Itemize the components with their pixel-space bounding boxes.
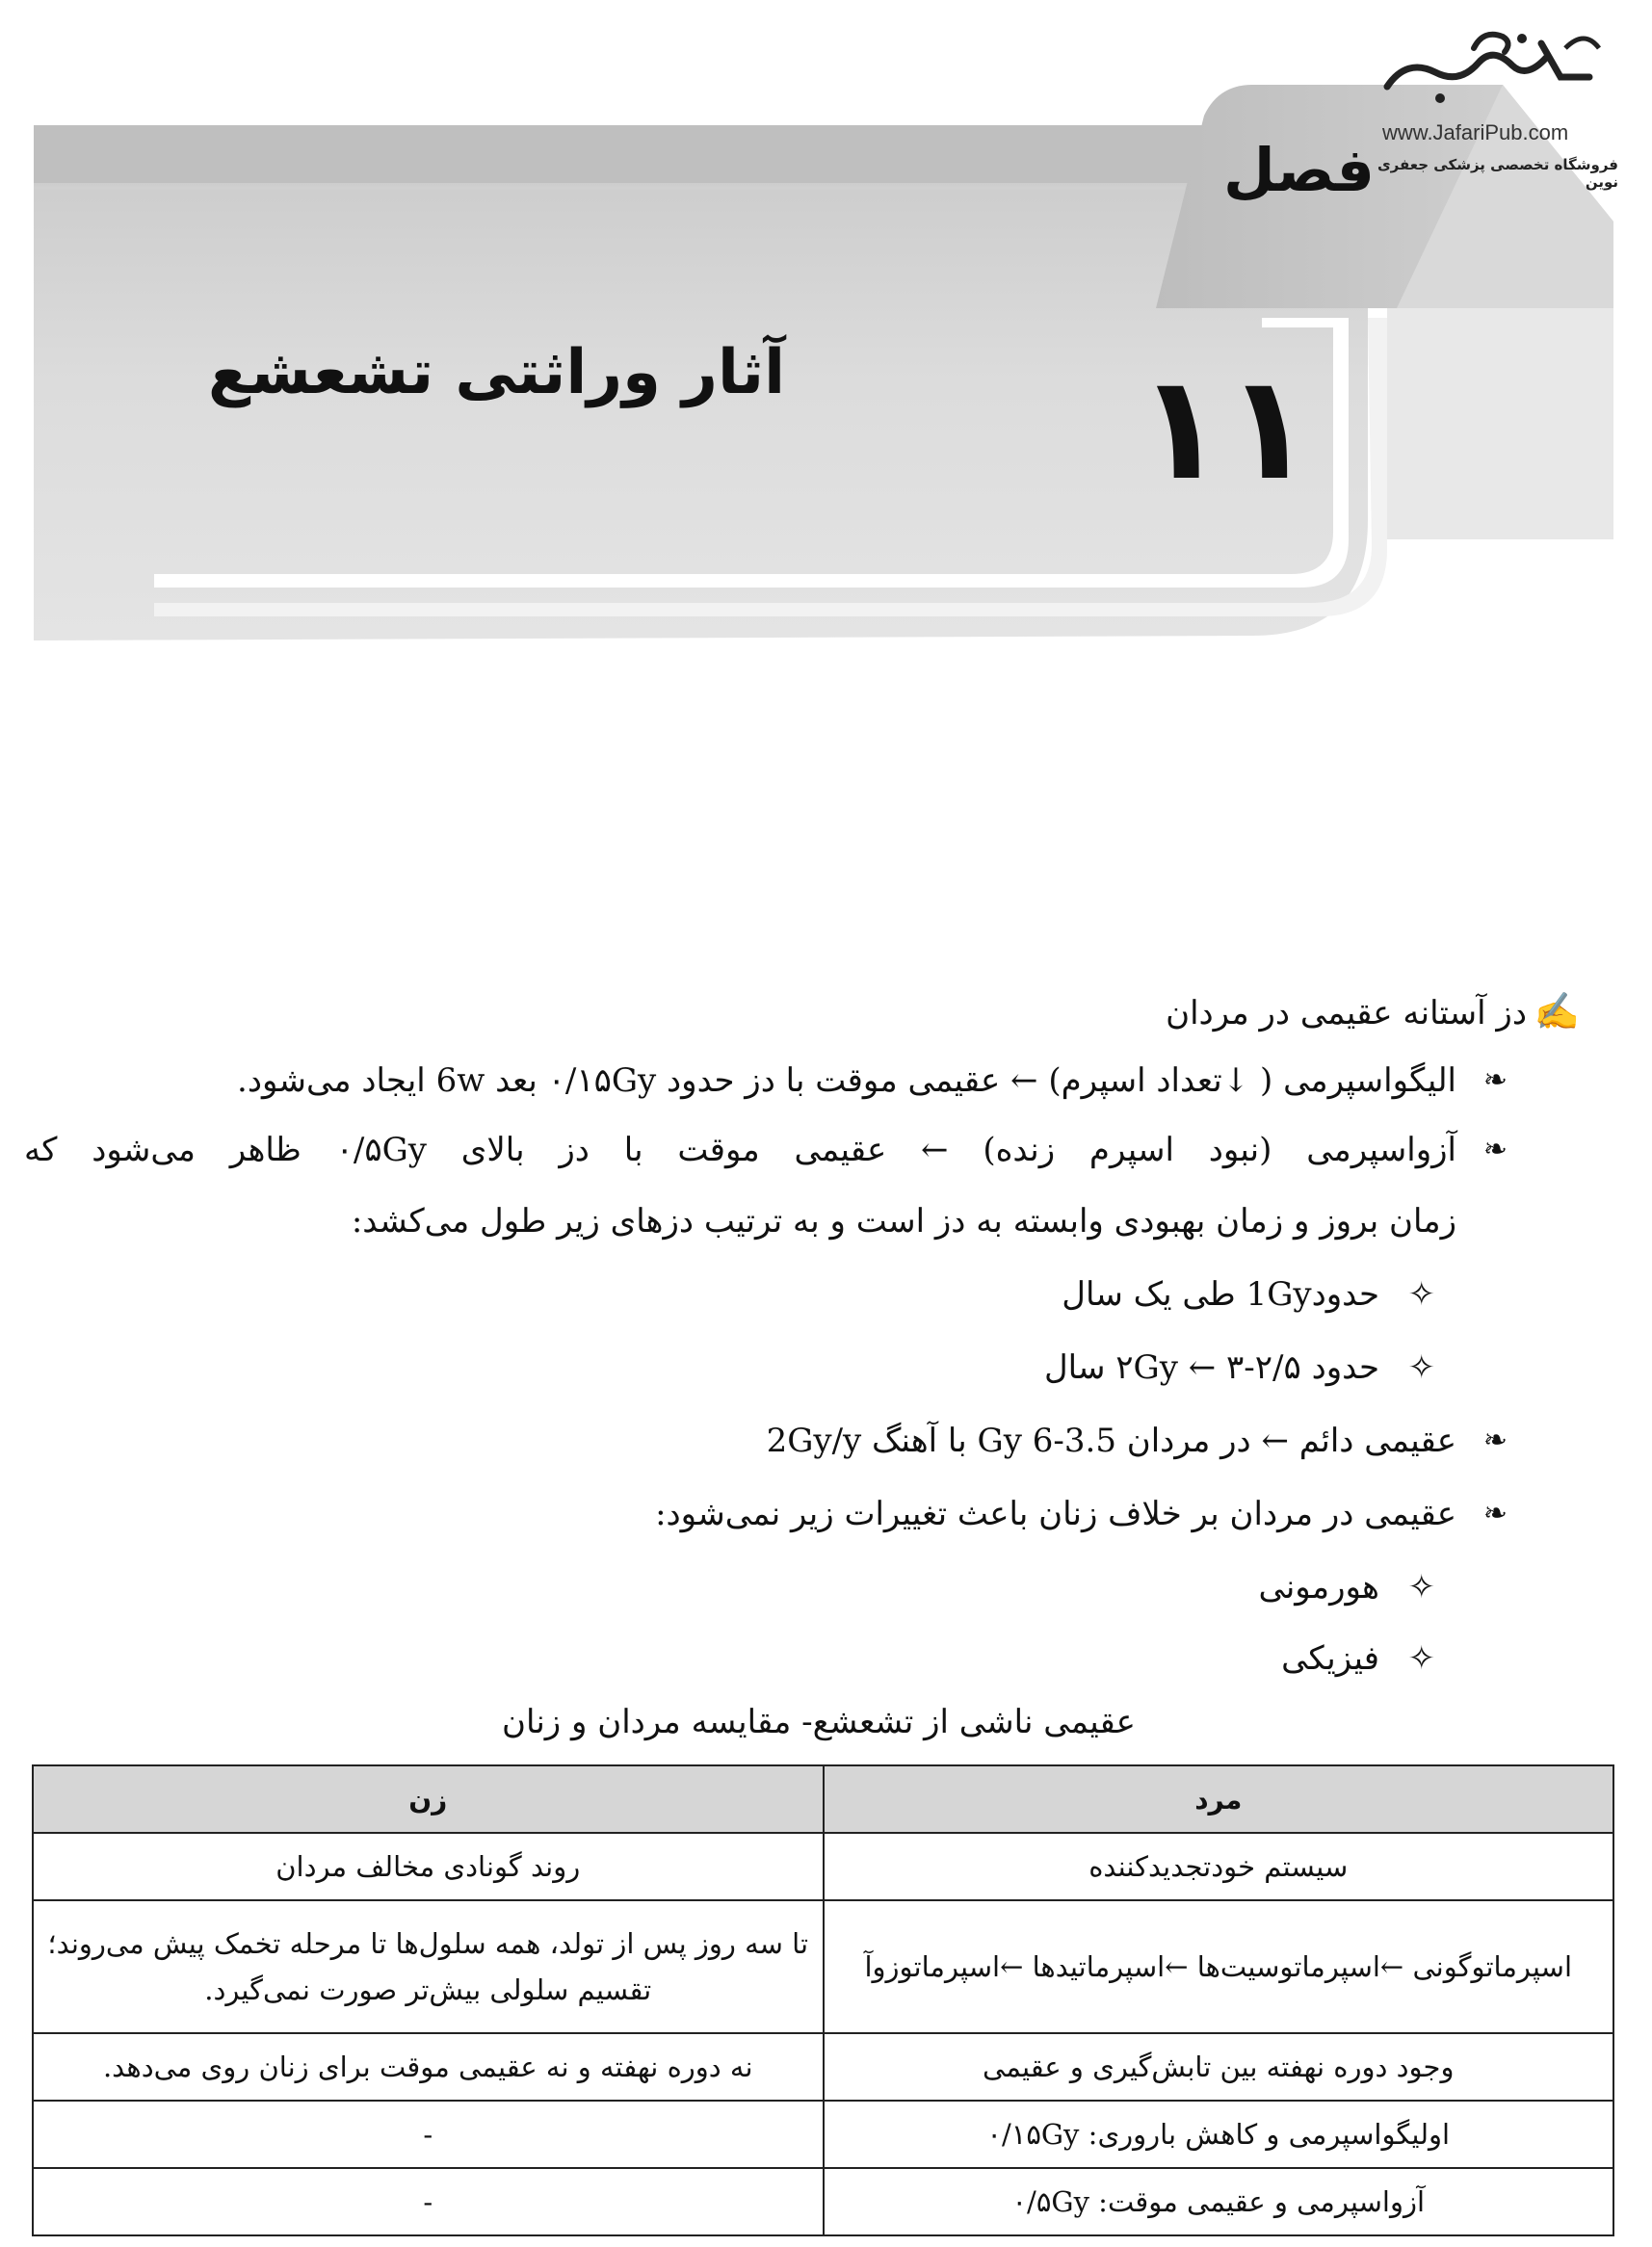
bullet-icon: ❧ (1482, 1063, 1508, 1097)
publisher-website: www.JafariPub.com (1382, 120, 1569, 144)
dose-2gy-text: حدود ۲Gy ← ۳-۲/۵ سال (1043, 1348, 1379, 1387)
no-change-text: عقیمی در مردان بر خلاف زنان باعث تغییرات زیر نمی‌شود: (655, 1495, 1456, 1533)
cell-men: اسپرماتوگونی ←اسپرماتوسیت‌ها ←اسپرماتیدها ←اسپرماتوزوآ (824, 1900, 1614, 2033)
cell-women: تا سه روز پس از تولد، همه سلول‌ها تا مرحله تخمک پیش می‌روند؛ تقسیم سلولی بیش‌تر صورت نمی‌گیرد. (33, 1900, 824, 2033)
heading-bullet-icon: ✍ (1534, 990, 1580, 1032)
cell-women: روند گونادی مخالف مردان (33, 1833, 824, 1900)
hormonal-text: هورمونی (1258, 1568, 1379, 1607)
cell-women: - (33, 2168, 824, 2235)
cell-men: اولیگواسپرمی و کاهش باروری: ۰/۱۵Gy (824, 2101, 1614, 2168)
azoospermia-text-line1: آزواسپرمی (نبود اسپرم زنده) ← عقیمی موقت با دز بالای ۰/۵Gy ظاهر می‌شود که (24, 1131, 1456, 1169)
cell-men: سیستم خودتجدیدکننده (824, 1833, 1614, 1900)
azoospermia-text-line2: زمان بروز و زمان بهبودی وابسته به دز است و به ترتیب دزهای زیر طول می‌کشد: (351, 1202, 1456, 1241)
permanent-sterility-text: عقیمی دائم ← در مردان 3.5-6 Gy با آهنگ 2Gy/y (766, 1422, 1456, 1460)
bullet-icon: ❧ (1482, 1497, 1508, 1530)
star-bullet-icon: ✧ (1407, 1568, 1435, 1607)
header-men: مرد (824, 1765, 1614, 1833)
table-header-row (33, 1765, 1613, 1833)
publisher-logo (1368, 19, 1618, 191)
star-bullet-icon: ✧ (1407, 1348, 1435, 1387)
chapter-number: ۱۱ (1137, 345, 1314, 512)
table-row (33, 2033, 1613, 2101)
table-caption: عقیمی ناشی از تشعشع- مقایسه مردان و زنان (502, 1703, 1136, 1741)
cell-men: وجود دوره نهفته بین تابش‌گیری و عقیمی (824, 2033, 1614, 2101)
oligospermia-text: الیگواسپرمی ( ↓تعداد اسپرم) ← عقیمی موقت با دز حدود ۰/۱۵Gy بعد 6w ایجاد می‌شود. (237, 1061, 1456, 1100)
bullet-icon: ❧ (1482, 1424, 1508, 1457)
table-row (33, 1833, 1613, 1900)
cell-women: نه دوره نهفته و نه عقیمی موقت برای زنان روی می‌دهد. (33, 2033, 824, 2101)
star-bullet-icon: ✧ (1407, 1275, 1435, 1314)
star-bullet-icon: ✧ (1407, 1639, 1435, 1678)
dose-1gy-text: حدود1Gy طی یک سال (1062, 1275, 1379, 1314)
publisher-shop-name: فروشگاه تخصصی پزشکی جعفری نوین (1377, 156, 1618, 191)
comparison-table (32, 1764, 1614, 2236)
section-heading: دز آستانه عقیمی در مردان (1166, 994, 1527, 1032)
header-women: زن (33, 1765, 824, 1833)
table-row (33, 2101, 1613, 2168)
chapter-label: فصل (1223, 135, 1376, 205)
bullet-icon: ❧ (1482, 1133, 1508, 1166)
publisher-logo-mark (1368, 19, 1618, 116)
table-row (33, 1900, 1613, 2033)
physical-text: فیزیکی (1281, 1639, 1379, 1678)
cell-men: آزواسپرمی و عقیمی موقت: ۰/۵Gy (824, 2168, 1614, 2235)
table-row (33, 2168, 1613, 2235)
cell-women: - (33, 2101, 824, 2168)
chapter-title: آثار وراثتی تشعشع (208, 337, 785, 408)
